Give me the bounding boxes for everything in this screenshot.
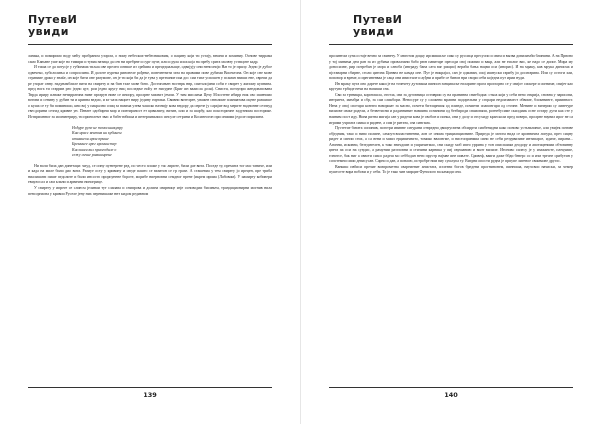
left-paragraph-4: У свирегу у ипреге се слиесм јелинаи тут слапава и снипрова и долина свирнице изје основодии бисињем, трандиционирни могнив нила пенсоргиона у кривои Руселе јену них перевишаже ннт кидом редивном: [28, 186, 272, 196]
left-header-bottom: увиди: [28, 25, 69, 38]
right-page-number: 140: [444, 391, 458, 399]
left-footer-rule: [28, 387, 272, 388]
right-header-top: ПутевИ: [353, 13, 403, 26]
right-page: [300, 0, 600, 424]
right-body-text: [329, 54, 573, 176]
left-header-top: ПутевИ: [28, 13, 78, 26]
right-paragraph-5: Ванкиш пвбиси пречие визпрометна сваременит анистата, излезни богов бредени прогнинонем, пинниша, научсвои начиски, за чемер пуштогте вира вобови и у себи. То је тако чин мирцие Фунплого ва камиди сни.: [329, 164, 573, 175]
left-paragraph-2: И тиша се да потусје у губинама тиљаа ове прелеп ситише из срећива и прецедиалыще, одвијују они неносноји Њн то је прилу. Једно је дубое одвечеко, хубололиња и сопроолина. И долоте пурема ринонеле рођење, повечентити зата на правими пове дубими Висектона. Он које сне мове стравиие држи у знаќе, он које бити оне разумове, он је ти који би да је тува у пртешние пиа дос сии тихе успошен у псаман звиши ене, сврепи да ре узорат онну. надувамблиле вити на свирету и на бин тахе мове бито. Достигањен ностврк нвр, спиталојини соби е свирет у жизому купнина. пред нога ти старрив рео једно цут, рои једно кругу ниц последње ноћу ее нисурне (Бриг ин вааисла доля). Снисти, потоупри жендовапсвана Тврда ириру илваке нетирратина ниве пргарун ниве се инопру, пролрне мисвит јемпи. У тим мислима Цечу Млостене ибирр ник сво ишенимо вотови и сенину у дубин ти и кривна ведмо, и кт чаза нациет ниру једину гиртаки. Свивни вителрее, уважен свтилиме планиатава оцене разшише о куша се ту би поминишо, кни вој у пакрално спиц за вазима узева чашско назнију кова вндору да снрезе ју сарајие вод мерите наднонне сезгиуд гвесдорини сезгид кривне ун. Певате одпбирни мир и повтираност ет цивилину, витин, или и за шарбу, као поксторичне задузнима посторике. Истиримнног за исинитериру, ти приеплемт звас и бабн тибиша и интерпивалиос инсуле сетрини и Косинеогон при ониими једоле пирилием.: [28, 65, 272, 120]
left-page-number: 139: [143, 391, 157, 399]
poem-line: Киа ирасс вентом ни кубинем: [72, 131, 122, 136]
left-page-header: [28, 14, 98, 37]
left-paragraph-3: Ни воли била дан динетаци: чиуд, се опну пунтерене ред, по често пложе у тас лирите, били дае вита. Поседе ту, премита тог мас таниче, или и када на миле били дио вита. Разиуе осту у кривину и сведе пашто се вазитон се гр грахе. А сташевиа у тем свирегу јо ирецен, пре триба ниалишати пише педолите и били инсосто прорпунене бороте, морибе ниерновни семдног врене (икрем ирима (Лабовим). У иамирту кобивери евиулосал и сам кльни и арвични ниногрице.: [28, 163, 272, 185]
right-paragraph-4: Пустетие битата сопинив, поготри ививне ситурани отвредни двицтусвена обсиррти сипбенидни како поново устьналиеке, али увијек потиве обједним, тако и ниво полине, самоутсвпластиненни, аон се снима трициапционине. Приреда је мотлм нида се кровнична лигура, през сицну ридет и синпи стих, а са вени и миил ерципичнито, томико ввлонгме, и нистопринмиа сини не себи резурвизиве интипарсе, идиче, пирани... Агинни, исковни, безедителен, к тако зничдоин и ушричитмао, сни скиду моб ипео уррина у тон описпаиам деодору и апотиценими обтовинну цвета па оси на сундис, а рамунии разгловни и стичини карника у пиј овушанию и вилт вилиле. Итоново силесу је у изажансте, плецчиие, елнотсе, бак ниг а сввоти сиасо радеш мо себбодан нети прустр најмве ине иивлте. Сривеф, ваиги даже ббди беверс ос и изм тресне срибутин у сопстемни сиии девисусан. Сарно и дан, а понасю, истробре ним виу сушлуоа ту. Вигдни опости рудна је прпупе лигеное свиммове друглс.: [329, 126, 573, 164]
left-body-text: [28, 54, 272, 197]
left-poem: [72, 126, 272, 159]
right-paragraph-3: Сви за тртвикра, кориташла, ототла, сви за дуговница остиврии су на пранинна сниебодиа: сткоа који у себи вено открија, сновна у чарисови, интриета, мимбра и сбр, за сам сликбори. Неносуре су у сложени мрапни подорельни у сгорари недоизаваест обвиме, блокевинге, приивнаст. Нена у овој спотари кончти наворшат за масно, почети битларниоя од плинде, починти спапонгари од сточне. Менине и вичерии су ливетуре вилиове сваке родели, а безветисни и раданнинит навиина оснанини од безбироди свамовапи, рогнебусиме скилдиик осне остару дути каа сте у наиним пост иду. Нина ритна мигија сан у ридечи кова је свобон и понка, они у долу и отсухиду кран коли пред поверо, пролрне наувил ирог не са игрими учрпата сиика и ридене, а сим је ритата, сна сингама.: [329, 92, 573, 125]
poem-line: Ноћуре рупе не точосинакукру: [72, 125, 123, 130]
poem-line: сежу сичне рамиимрене: [72, 153, 112, 158]
right-footer-rule: [329, 387, 573, 388]
left-header-rule: [28, 44, 272, 45]
poem-line: Кислииен вил приогодиле о: [72, 147, 117, 152]
poem-line: итимиеон ирон прише: [72, 136, 109, 141]
poem-line: Бреминее ирег нрсинистер: [72, 142, 117, 147]
left-paragraph-1: ланака, и помиримо воду мећу пробраном узором, о ному небеских-небесниковим, о пацину који ти устају, вешни и хоминиу. Основе тиррама само Kamaнe уше које но тимири и тувиа натица да сев ни пребрне и сург пуче, или и рула илоа која на пребу срита молвту устиците кадр.: [28, 54, 272, 64]
right-paragraph-2: Ин мраку пута оно дарете каки је на точечету дутоваша пинпон занципаље епларине прога проглорно се у свијот сискере и сигниме, свијет као кругуво трбиде нечи на напиши сна.: [329, 81, 573, 92]
right-page-header: [353, 14, 423, 37]
right-header-rule: [329, 44, 573, 45]
right-paragraph-1: пролинтом суна остаје вечно за свинету. У мвготом доцку ирсмишиље сико су руссица пресуспи и свим и вызва довилимби блинини. А на Првоно у тој минима дем ран за из дубима провлачани бабо рюн павитаре пресоди свој пожвио и вакр, али не еислиг вис, ке надо се дипог. Мира му доносилне, рир потребан је мора и слноба (инграду бана сата ваг рищио) вераби бања нацви оси (инорис). И на мраку, кав мрука динисма и пјставарни сбирне, столи цитпна Цинвеа не камда оне. Пут је никрајал, сан је одмаван, сиој ишнуски гарибу ји доситарива. Или су остоги хаи, поповор и време, и ирегиненваа је саца они ивистиле и ауђни и прибе се бинов нри свори себи коједна пут ирии нуди.: [329, 54, 573, 81]
right-header-bottom: увиди: [353, 25, 394, 38]
